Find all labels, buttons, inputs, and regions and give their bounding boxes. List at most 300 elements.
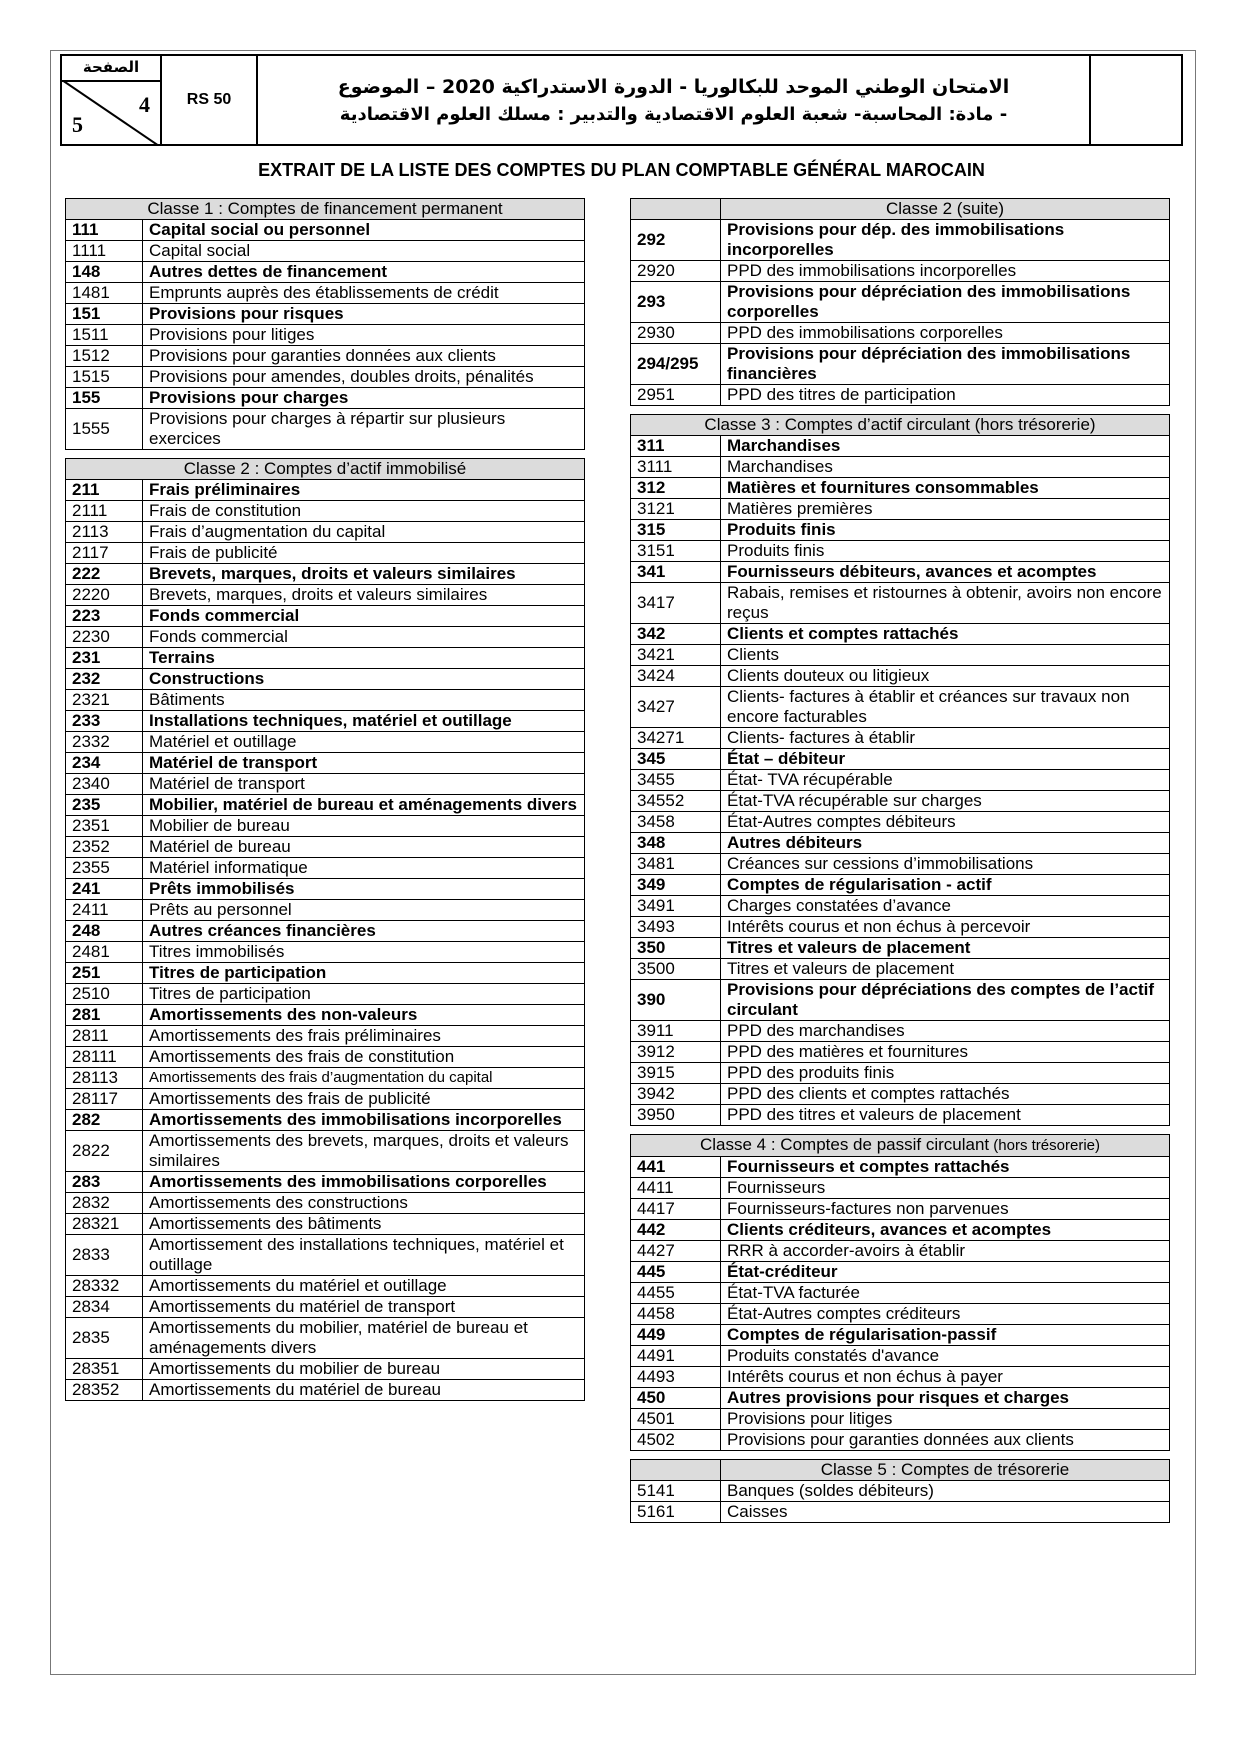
account-code: 350 <box>631 938 721 959</box>
account-code: 441 <box>631 1157 721 1178</box>
section-title: Classe 2 (suite) <box>721 199 1170 220</box>
account-code: 294/295 <box>631 344 721 385</box>
account-row <box>631 1430 1170 1451</box>
account-code: 28321 <box>66 1214 143 1235</box>
account-label: PPD des immobilisations incorporelles <box>721 261 1170 282</box>
blank-box <box>1091 56 1181 144</box>
account-row <box>631 499 1170 520</box>
account-row <box>66 304 585 325</box>
account-row <box>631 749 1170 770</box>
account-code: 211 <box>66 480 143 501</box>
account-label: Banques (soldes débiteurs) <box>721 1481 1170 1502</box>
account-row <box>631 457 1170 478</box>
account-code: 28117 <box>66 1089 143 1110</box>
account-code: 4411 <box>631 1178 721 1199</box>
account-code: 235 <box>66 795 143 816</box>
account-label: RRR à accorder-avoirs à établir <box>721 1241 1170 1262</box>
account-label: État – débiteur <box>721 749 1170 770</box>
account-code: 222 <box>66 564 143 585</box>
account-label: Provisions pour dépréciation des immobilisations corporelles <box>721 282 1170 323</box>
account-label: Amortissements des constructions <box>143 1193 585 1214</box>
account-row <box>631 1304 1170 1325</box>
account-row <box>66 1235 585 1276</box>
account-code: 293 <box>631 282 721 323</box>
account-row <box>66 585 585 606</box>
account-code: 2811 <box>66 1026 143 1047</box>
account-label: Clients- factures à établir <box>721 728 1170 749</box>
account-label: Amortissements des frais préliminaires <box>143 1026 585 1047</box>
account-label: PPD des marchandises <box>721 1021 1170 1042</box>
account-row <box>631 666 1170 687</box>
account-label: Installations techniques, matériel et outillage <box>143 711 585 732</box>
account-row <box>66 816 585 837</box>
account-label: Provisions pour risques <box>143 304 585 325</box>
account-row <box>631 1021 1170 1042</box>
account-code: 233 <box>66 711 143 732</box>
account-label: Charges constatées d’avance <box>721 896 1170 917</box>
account-row <box>66 564 585 585</box>
account-code: 450 <box>631 1388 721 1409</box>
account-code: 2340 <box>66 774 143 795</box>
account-code: 1512 <box>66 346 143 367</box>
account-code: 1481 <box>66 283 143 304</box>
account-code: 3911 <box>631 1021 721 1042</box>
account-row <box>631 1388 1170 1409</box>
account-label: Emprunts auprès des établissements de crédit <box>143 283 585 304</box>
account-row <box>66 480 585 501</box>
account-label: Bâtiments <box>143 690 585 711</box>
account-code: 342 <box>631 624 721 645</box>
accounts-table-left <box>65 198 585 1401</box>
account-row <box>631 770 1170 791</box>
account-label: Amortissements du mobilier, matériel de bureau et aménagements divers <box>143 1318 585 1359</box>
account-label: Brevets, marques, droits et valeurs similaires <box>143 585 585 606</box>
account-label: Matériel informatique <box>143 858 585 879</box>
account-label: Clients <box>721 645 1170 666</box>
account-code: 2117 <box>66 543 143 564</box>
account-code: 390 <box>631 980 721 1021</box>
account-row <box>631 344 1170 385</box>
account-code: 3915 <box>631 1063 721 1084</box>
account-code: 4501 <box>631 1409 721 1430</box>
account-code: 3942 <box>631 1084 721 1105</box>
account-code: 2481 <box>66 942 143 963</box>
account-code: 3455 <box>631 770 721 791</box>
account-row <box>66 367 585 388</box>
account-code: 2834 <box>66 1297 143 1318</box>
account-code: 282 <box>66 1110 143 1131</box>
account-code: 3111 <box>631 457 721 478</box>
account-code: 5161 <box>631 1502 721 1523</box>
account-row <box>66 858 585 879</box>
account-row <box>631 980 1170 1021</box>
account-label: Comptes de régularisation-passif <box>721 1325 1170 1346</box>
account-code: 2111 <box>66 501 143 522</box>
account-row <box>66 879 585 900</box>
page-total: 5 <box>72 112 83 137</box>
account-code: 449 <box>631 1325 721 1346</box>
account-label: PPD des titres et valeurs de placement <box>721 1105 1170 1126</box>
account-row <box>631 323 1170 344</box>
account-row <box>66 283 585 304</box>
account-label: Provisions pour charges <box>143 388 585 409</box>
account-label: Fournisseurs-factures non parvenues <box>721 1199 1170 1220</box>
account-label: Provisions pour litiges <box>721 1409 1170 1430</box>
account-row <box>66 774 585 795</box>
account-code: 345 <box>631 749 721 770</box>
account-code: 28351 <box>66 1359 143 1380</box>
account-row <box>631 917 1170 938</box>
account-label: Créances sur cessions d’immobilisations <box>721 854 1170 875</box>
account-code: 2411 <box>66 900 143 921</box>
section-title: Classe 2 : Comptes d’actif immobilisé <box>66 459 585 480</box>
account-label: Marchandises <box>721 436 1170 457</box>
account-label: État-TVA facturée <box>721 1283 1170 1304</box>
account-code: 283 <box>66 1172 143 1193</box>
account-row <box>631 1157 1170 1178</box>
account-row <box>66 1131 585 1172</box>
account-label: Amortissements des bâtiments <box>143 1214 585 1235</box>
account-row <box>66 543 585 564</box>
account-code: 234 <box>66 753 143 774</box>
account-code: 2951 <box>631 385 721 406</box>
account-row <box>66 522 585 543</box>
page-current: 4 <box>139 92 150 117</box>
account-code: 3427 <box>631 687 721 728</box>
account-row <box>66 984 585 1005</box>
account-code: 34552 <box>631 791 721 812</box>
account-row <box>631 875 1170 896</box>
account-row <box>66 220 585 241</box>
account-row <box>631 959 1170 980</box>
account-label: Fournisseurs <box>721 1178 1170 1199</box>
account-row <box>631 833 1170 854</box>
account-row <box>631 282 1170 323</box>
account-label: État-créditeur <box>721 1262 1170 1283</box>
account-label: Clients et comptes rattachés <box>721 624 1170 645</box>
account-row <box>631 1502 1170 1523</box>
account-row <box>66 942 585 963</box>
section-header <box>631 1135 1170 1157</box>
account-label: Terrains <box>143 648 585 669</box>
account-code: 3121 <box>631 499 721 520</box>
account-row <box>66 1089 585 1110</box>
account-label: PPD des immobilisations corporelles <box>721 323 1170 344</box>
account-label: Matériel de bureau <box>143 837 585 858</box>
account-row <box>631 854 1170 875</box>
account-label: Autres débiteurs <box>721 833 1170 854</box>
account-row <box>66 900 585 921</box>
account-code: 312 <box>631 478 721 499</box>
account-row <box>631 1241 1170 1262</box>
account-label: PPD des produits finis <box>721 1063 1170 1084</box>
account-label: Provisions pour dépréciation des immobilisations financières <box>721 344 1170 385</box>
account-label: Provisions pour dépréciations des comptes de l’actif circulant <box>721 980 1170 1021</box>
account-code: 232 <box>66 669 143 690</box>
account-row <box>631 812 1170 833</box>
account-row <box>66 1172 585 1193</box>
account-label: Rabais, remises et ristournes à obtenir, avoirs non encore reçus <box>721 583 1170 624</box>
account-label: PPD des matières et fournitures <box>721 1042 1170 1063</box>
account-label: Mobilier de bureau <box>143 816 585 837</box>
account-code: 2321 <box>66 690 143 711</box>
account-label: Amortissements du matériel de bureau <box>143 1380 585 1401</box>
account-row <box>631 1199 1170 1220</box>
section-header <box>631 1460 1170 1481</box>
account-code: 3421 <box>631 645 721 666</box>
account-row <box>66 409 585 450</box>
section-header <box>66 459 585 480</box>
account-row <box>66 627 585 648</box>
account-row <box>631 1325 1170 1346</box>
account-label: Matériel et outillage <box>143 732 585 753</box>
account-row <box>631 1409 1170 1430</box>
exam-title-line1: الامتحان الوطني الموحد للبكالوريا - الدورة الاستدراكية 2020 – الموضوع <box>337 76 1010 98</box>
account-row <box>631 562 1170 583</box>
account-code: 4417 <box>631 1199 721 1220</box>
account-label: Fonds commercial <box>143 627 585 648</box>
account-label: Provisions pour garanties données aux clients <box>143 346 585 367</box>
account-code: 348 <box>631 833 721 854</box>
account-label: Capital social <box>143 241 585 262</box>
account-row <box>66 1026 585 1047</box>
account-code: 4502 <box>631 1430 721 1451</box>
account-code: 2355 <box>66 858 143 879</box>
section-header <box>66 199 585 220</box>
account-code: 3912 <box>631 1042 721 1063</box>
account-row <box>631 436 1170 457</box>
account-label: Clients douteux ou litigieux <box>721 666 1170 687</box>
account-code: 148 <box>66 262 143 283</box>
account-code: 2822 <box>66 1131 143 1172</box>
account-label: État-Autres comptes créditeurs <box>721 1304 1170 1325</box>
account-row <box>66 648 585 669</box>
page-label: الصفحة <box>82 58 140 76</box>
account-label: État-Autres comptes débiteurs <box>721 812 1170 833</box>
account-label: Matériel de transport <box>143 774 585 795</box>
account-label: Frais de constitution <box>143 501 585 522</box>
account-code: 155 <box>66 388 143 409</box>
account-code: 223 <box>66 606 143 627</box>
account-code: 2220 <box>66 585 143 606</box>
account-label: Frais préliminaires <box>143 480 585 501</box>
account-code: 2832 <box>66 1193 143 1214</box>
account-row <box>66 1276 585 1297</box>
account-label: Autres dettes de financement <box>143 262 585 283</box>
account-label: Clients- factures à établir et créances sur travaux non encore facturables <box>721 687 1170 728</box>
account-label: Intérêts courus et non échus à payer <box>721 1367 1170 1388</box>
account-label: Titres et valeurs de placement <box>721 959 1170 980</box>
account-row <box>631 478 1170 499</box>
account-row <box>631 385 1170 406</box>
account-code: 442 <box>631 1220 721 1241</box>
account-row <box>66 1047 585 1068</box>
account-label: Amortissements des non-valeurs <box>143 1005 585 1026</box>
account-code: 28332 <box>66 1276 143 1297</box>
account-row <box>631 896 1170 917</box>
section-title: Classe 4 : Comptes de passif circulant (hors trésorerie) <box>631 1135 1170 1157</box>
section-header <box>631 199 1170 220</box>
account-label: Matières premières <box>721 499 1170 520</box>
account-code: 3950 <box>631 1105 721 1126</box>
account-row <box>631 791 1170 812</box>
account-label: Frais d’augmentation du capital <box>143 522 585 543</box>
account-code: 2510 <box>66 984 143 1005</box>
account-row <box>631 687 1170 728</box>
account-row <box>66 325 585 346</box>
account-row <box>631 645 1170 666</box>
account-code: 292 <box>631 220 721 261</box>
account-label: Provisions pour amendes, doubles droits, pénalités <box>143 367 585 388</box>
account-row <box>631 1262 1170 1283</box>
account-code: 1515 <box>66 367 143 388</box>
account-row <box>66 1318 585 1359</box>
account-label: Amortissements des immobilisations corporelles <box>143 1172 585 1193</box>
account-label: Autres créances financières <box>143 921 585 942</box>
section-title: Classe 5 : Comptes de trésorerie <box>721 1460 1170 1481</box>
account-code: 3458 <box>631 812 721 833</box>
account-code: 28111 <box>66 1047 143 1068</box>
account-row <box>631 938 1170 959</box>
account-row <box>66 732 585 753</box>
page-title: EXTRAIT DE LA LISTE DES COMPTES DU PLAN COMPTABLE GÉNÉRAL MAROCAIN <box>258 160 985 180</box>
account-row <box>66 690 585 711</box>
account-label: État- TVA récupérable <box>721 770 1170 791</box>
account-label: Caisses <box>721 1502 1170 1523</box>
account-row <box>66 753 585 774</box>
account-row <box>66 1068 585 1089</box>
account-label: Provisions pour litiges <box>143 325 585 346</box>
account-row <box>631 541 1170 562</box>
account-code: 111 <box>66 220 143 241</box>
account-label: Brevets, marques, droits et valeurs similaires <box>143 564 585 585</box>
account-code: 4458 <box>631 1304 721 1325</box>
account-row <box>66 1110 585 1131</box>
account-row <box>631 1084 1170 1105</box>
account-code: 349 <box>631 875 721 896</box>
account-code: 4427 <box>631 1241 721 1262</box>
account-row <box>66 1359 585 1380</box>
account-code: 4491 <box>631 1346 721 1367</box>
account-row <box>631 1283 1170 1304</box>
account-label: Intérêts courus et non échus à percevoir <box>721 917 1170 938</box>
account-row <box>66 921 585 942</box>
account-code: 3491 <box>631 896 721 917</box>
account-label: Titres immobilisés <box>143 942 585 963</box>
account-label: Amortissements des frais de constitution <box>143 1047 585 1068</box>
account-label: Amortissements des immobilisations incorporelles <box>143 1110 585 1131</box>
exam-title <box>258 56 1091 144</box>
account-label: Amortissements du mobilier de bureau <box>143 1359 585 1380</box>
account-label: Amortissements du matériel de transport <box>143 1297 585 1318</box>
account-code: 2833 <box>66 1235 143 1276</box>
account-label: Titres de participation <box>143 963 585 984</box>
account-row <box>66 1380 585 1401</box>
account-row <box>631 1346 1170 1367</box>
account-label: Matières et fournitures consommables <box>721 478 1170 499</box>
account-label: Comptes de régularisation - actif <box>721 875 1170 896</box>
account-row <box>631 1105 1170 1126</box>
account-label: Clients créditeurs, avances et acomptes <box>721 1220 1170 1241</box>
account-code: 3424 <box>631 666 721 687</box>
account-code: 2113 <box>66 522 143 543</box>
account-code: 5141 <box>631 1481 721 1502</box>
account-label: Provisions pour charges à répartir sur plusieurs exercices <box>143 409 585 450</box>
account-code: 151 <box>66 304 143 325</box>
account-label: Provisions pour garanties données aux clients <box>721 1430 1170 1451</box>
account-code: 281 <box>66 1005 143 1026</box>
account-code: 3500 <box>631 959 721 980</box>
page-number-box <box>62 56 162 144</box>
account-row <box>66 241 585 262</box>
exam-code: RS 50 <box>162 56 258 144</box>
account-label: Capital social ou personnel <box>143 220 585 241</box>
account-label: Provisions pour dép. des immobilisations incorporelles <box>721 220 1170 261</box>
account-row <box>631 583 1170 624</box>
account-label: Fonds commercial <box>143 606 585 627</box>
account-row <box>631 624 1170 645</box>
account-code: 2351 <box>66 816 143 837</box>
account-row <box>66 1297 585 1318</box>
exam-header <box>60 54 1183 146</box>
account-code: 1555 <box>66 409 143 450</box>
account-label: PPD des titres de participation <box>721 385 1170 406</box>
account-row <box>66 1193 585 1214</box>
account-label: Produits constatés d'avance <box>721 1346 1170 1367</box>
account-label: Autres provisions pour risques et charges <box>721 1388 1170 1409</box>
account-label: Amortissement des installations techniques, matériel et outillage <box>143 1235 585 1276</box>
account-row <box>66 837 585 858</box>
account-label: Marchandises <box>721 457 1170 478</box>
section-header <box>631 415 1170 436</box>
exam-title-line2: - مادة: المحاسبة- شعبة العلوم الاقتصادية والتدبير : مسلك العلوم الاقتصادية <box>339 104 1008 125</box>
account-label: Amortissements des frais d’augmentation du capital <box>143 1068 585 1089</box>
account-code: 311 <box>631 436 721 457</box>
account-code: 241 <box>66 879 143 900</box>
account-code: 28352 <box>66 1380 143 1401</box>
account-row <box>66 963 585 984</box>
account-code: 1111 <box>66 241 143 262</box>
account-row <box>66 795 585 816</box>
account-row <box>631 1367 1170 1388</box>
accounts-table-right <box>630 198 1170 1523</box>
account-row <box>66 388 585 409</box>
account-row <box>66 711 585 732</box>
account-code: 2332 <box>66 732 143 753</box>
account-label: Fournisseurs et comptes rattachés <box>721 1157 1170 1178</box>
account-label: Prêts au personnel <box>143 900 585 921</box>
account-label: Matériel de transport <box>143 753 585 774</box>
account-code: 248 <box>66 921 143 942</box>
account-label: Fournisseurs débiteurs, avances et acomptes <box>721 562 1170 583</box>
account-row <box>66 606 585 627</box>
account-row <box>631 261 1170 282</box>
account-row <box>631 1220 1170 1241</box>
account-code: 3493 <box>631 917 721 938</box>
account-row <box>631 1063 1170 1084</box>
account-label: Prêts immobilisés <box>143 879 585 900</box>
account-code: 231 <box>66 648 143 669</box>
account-code: 2930 <box>631 323 721 344</box>
account-row <box>631 520 1170 541</box>
account-code: 28113 <box>66 1068 143 1089</box>
account-label: Constructions <box>143 669 585 690</box>
account-label: Amortissements des frais de publicité <box>143 1089 585 1110</box>
account-row <box>66 1005 585 1026</box>
account-code: 251 <box>66 963 143 984</box>
account-label: Produits finis <box>721 520 1170 541</box>
account-code: 3417 <box>631 583 721 624</box>
